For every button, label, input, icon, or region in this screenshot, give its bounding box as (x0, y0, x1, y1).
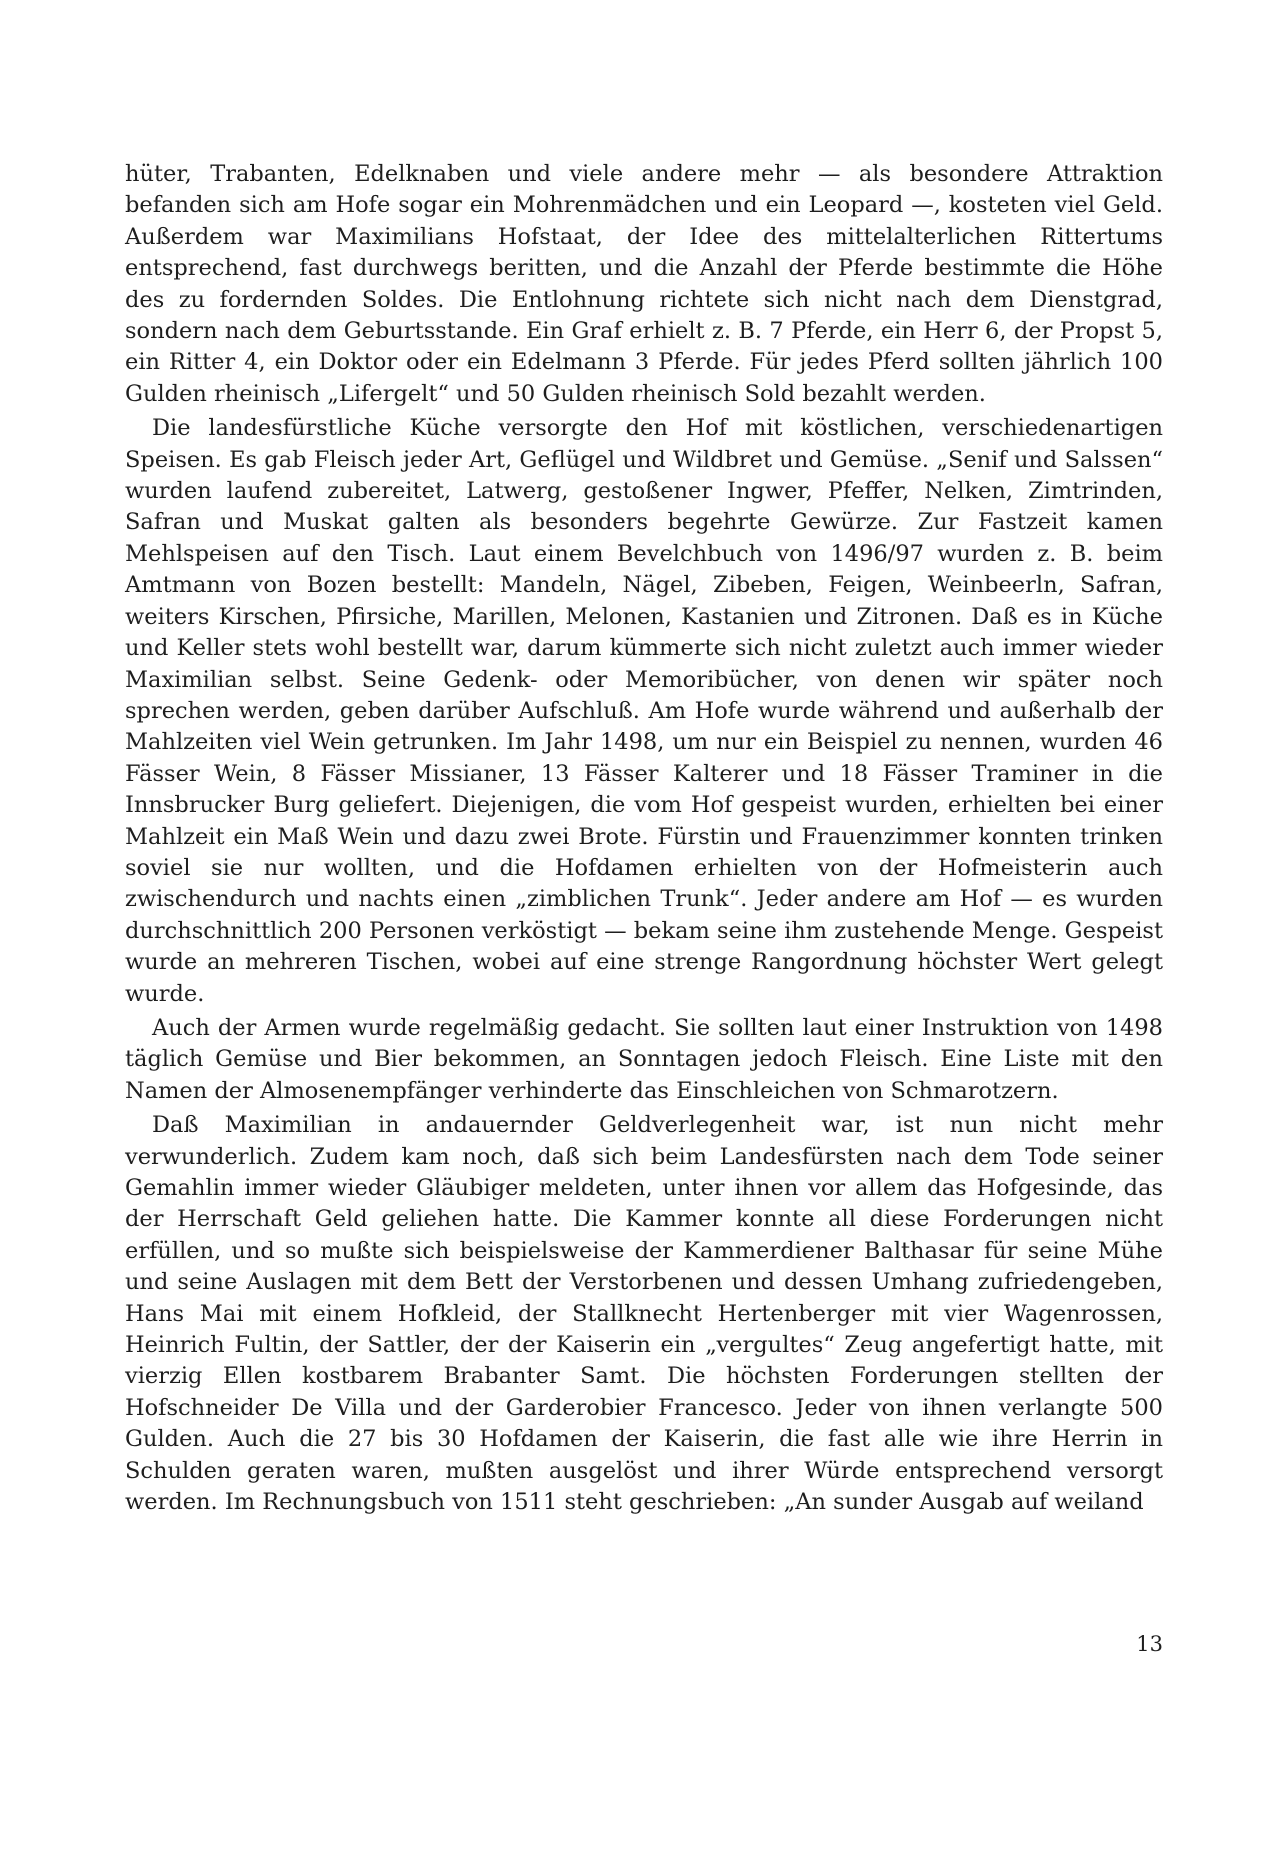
paragraph-3: Auch der Armen wurde regelmäßig gedacht. Sie sollten laut einer Instruktion von 1498 täglich Gemüse und Bier bekommen, an Sonntagen jedoch Fleisch. Eine Liste mit den Namen der Almosenempfänger verhinderte das Einschleichen von Schmarotzern. (125, 1014, 1163, 1104)
page-number: 13 (1136, 1632, 1163, 1656)
paragraph-4: Daß Maximilian in andauernder Geldverlegenheit war, ist nun nicht mehr verwunderlich. Zudem kam noch, daß sich beim Landesfürsten nach dem Tode seiner Gemahlin immer wieder Gläubiger meldeten, unter ihnen vor allem das Hofgesinde, das der Herrschaft Geld geliehen hatte. Die Kammer konnte all diese Forderungen nicht erfüllen, und so mußte sich beispielsweise der Kammerdiener Balthasar für seine Mühe und seine Auslagen mit dem Bett der Verstorbenen und dessen Umhang zufriedengeben, Hans Mai mit einem Hofkleid, der Stallknecht Hertenberger mit vier Wagenrossen, Heinrich Fultin, der Sattler, der der Kaiserin ein „vergultes“ Zeug angefertigt hatte, mit vierzig Ellen kostbarem Brabanter Samt. Die höchsten Forderungen stellten der Hofschneider De Villa und der Garderobier Francesco. Jeder von ihnen verlangte 500 Gulden. Auch die 27 bis 30 Hofdamen der Kaiserin, die fast alle wie ihre Herrin in Schulden geraten waren, mußten ausgelöst und ihrer Würde entsprechend versorgt werden. Im Rechnungsbuch von 1511 steht geschrieben: „An sunder Ausgab auf weiland (125, 1112, 1163, 1516)
paragraph-1: hüter, Trabanten, Edelknaben und viele andere mehr — als besondere Attraktion befanden sich am Hofe sogar ein Mohrenmädchen und ein Leopard —, kosteten viel Geld. Außerdem war Maximilians Hofstaat, der Idee des mittelalterlichen Rittertums entsprechend, fast durchwegs beritten, und die Anzahl der Pferde bestimmte die Höhe des zu fordernden Soldes. Die Entlohnung richtete sich nicht nach dem Dienstgrad, sondern nach dem Geburtsstande. Ein Graf erhielt z. B. 7 Pferde, ein Herr 6, der Propst 5, ein Ritter 4, ein Doktor oder ein Edelmann 3 Pferde. Für jedes Pferd sollten jährlich 100 Gulden rheinisch „Lifergelt“ und 50 Gulden rheinisch Sold bezahlt werden. (125, 161, 1163, 407)
body-text (125, 159, 1163, 1521)
paragraph-2: Die landesfürstliche Küche versorgte den Hof mit köstlichen, verschiedenartigen Speisen. Es gab Fleisch jeder Art, Geflügel und Wildbret und Gemüse. „Senif und Salssen“ wurden laufend zubereitet, Latwerg, gestoßener Ingwer, Pfeffer, Nelken, Zimtrinden, Safran und Muskat galten als besonders begehrte Gewürze. Zur Fastzeit kamen Mehlspeisen auf den Tisch. Laut einem Bevelchbuch von 1496/97 wurden z. B. beim Amtmann von Bozen bestellt: Mandeln, Nägel, Zibeben, Feigen, Weinbeerln, Safran, weiters Kirschen, Pfirsiche, Marillen, Melonen, Kastanien und Zitronen. Daß es in Küche und Keller stets wohl bestellt war, darum kümmerte sich nicht zuletzt auch immer wieder Maximilian selbst. Seine Gedenk- oder Memoribücher, von denen wir später noch sprechen werden, geben darüber Aufschluß. Am Hofe wurde während und außerhalb der Mahlzeiten viel Wein getrunken. Im Jahr 1498, um nur ein Beispiel zu nennen, wurden 46 Fässer Wein, 8 Fässer Missianer, 13 Fässer Kalterer und 18 Fässer Traminer in die Innsbrucker Burg geliefert. Diejenigen, die vom Hof gespeist wurden, erhielten bei einer Mahlzeit ein Maß Wein und dazu zwei Brote. Fürstin und Frauenzimmer konnten trinken soviel sie nur wollten, und die Hofdamen erhielten von der Hofmeisterin auch zwischendurch und nachts einen „zimblichen Trunk“. Jeder andere am Hof — es wurden durchschnittlich 200 Personen verköstigt — bekam seine ihm zustehende Menge. Gespeist wurde an mehreren Tischen, wobei auf eine strenge Rangordnung höchster Wert gelegt wurde. (125, 415, 1163, 1007)
